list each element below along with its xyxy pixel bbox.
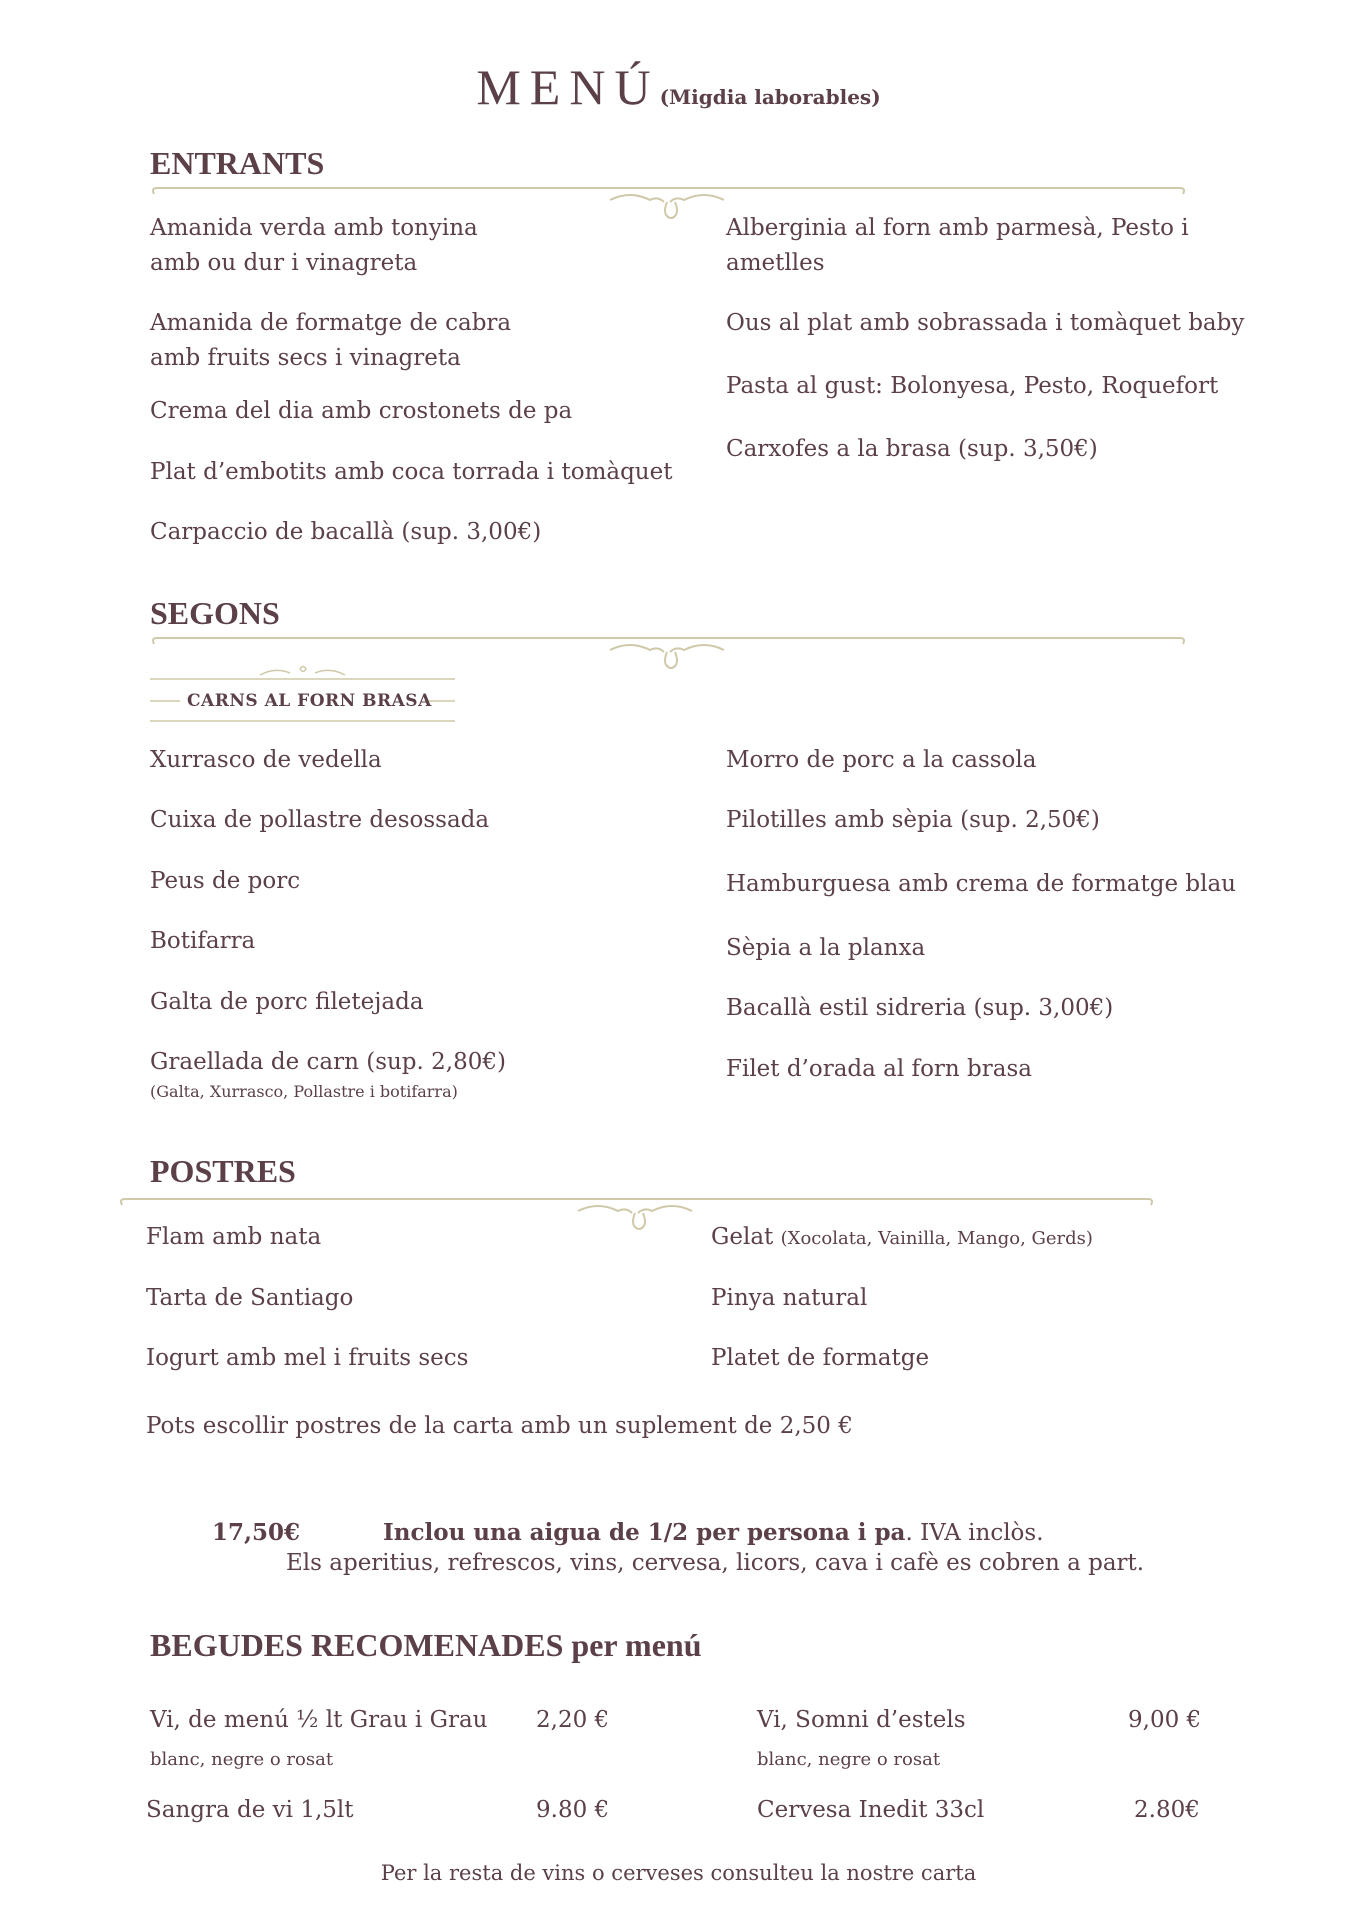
list-item: Cuixa de pollastre desossada <box>150 807 490 833</box>
list-item: Botifarra <box>150 928 256 954</box>
price-extras: Els aperitius, refrescos, vins, cervesa, licors, cava i cafè es cobren a part. <box>286 1550 1145 1576</box>
list-item: Gelat (Xocolata, Vainilla, Mango, Gerds) <box>711 1224 1093 1250</box>
drink-name: Sangra de vi 1,5lt <box>146 1797 354 1823</box>
drink-price: 9.80 € <box>536 1797 610 1823</box>
list-item: Galta de porc filetejada <box>150 989 424 1015</box>
list-item: Flam amb nata <box>146 1224 322 1250</box>
item-note: (Galta, Xurrasco, Pollastre i botifarra) <box>150 1082 458 1101</box>
list-item: Morro de porc a la cassola <box>726 747 1037 773</box>
title-subtitle: (Migdia laborables) <box>659 85 881 109</box>
list-item: Bacallà estil sidreria (sup. 3,00€) <box>726 995 1114 1021</box>
subheading-carns: CARNS AL FORN BRASA <box>187 691 432 711</box>
begudes-footer: Per la resta de vins o cerveses consulteu la nostre carta <box>380 1861 977 1885</box>
page-title <box>0 58 1357 116</box>
list-item: Pilotilles amb sèpia (sup. 2,50€) <box>726 807 1100 833</box>
list-item: Xurrasco de vedella <box>150 747 382 773</box>
list-item: Ous al plat amb sobrassada i tomàquet baby <box>726 310 1245 336</box>
drink-name: Vi, de menú ½ lt Grau i Grau <box>150 1707 488 1733</box>
list-item: Alberginia al forn amb parmesà, Pesto i ametlles <box>726 215 1189 276</box>
section-heading-entrants: ENTRANTS <box>150 145 325 181</box>
drink-note: blanc, negre o rosat <box>150 1749 334 1770</box>
list-item: Iogurt amb mel i fruits secs <box>146 1345 469 1371</box>
section-heading-postres: POSTRES <box>150 1153 296 1189</box>
list-item: Filet d’orada al forn brasa <box>726 1056 1032 1082</box>
list-item: Tarta de Santiago <box>146 1285 354 1311</box>
drink-price: 2.80€ <box>1134 1797 1200 1823</box>
list-item: Carxofes a la brasa (sup. 3,50€) <box>726 436 1098 462</box>
list-item: Platet de formatge <box>711 1345 930 1371</box>
list-item: Sèpia a la planxa <box>726 935 926 961</box>
section-heading-begudes: BEGUDES RECOMENADES per menú <box>150 1627 702 1663</box>
list-item: Carpaccio de bacallà (sup. 3,00€) <box>150 519 542 545</box>
list-item: Hamburguesa amb crema de formatge blau <box>726 871 1236 897</box>
list-item: Plat d’embotits amb coca torrada i tomàquet <box>150 459 673 485</box>
title-main: MENÚ <box>476 59 660 115</box>
drink-name: Vi, Somni d’estels <box>757 1707 966 1733</box>
drink-name: Cervesa Inedit 33cl <box>757 1797 985 1823</box>
list-item: Graellada de carn (sup. 2,80€) <box>150 1049 506 1075</box>
list-item: Amanida verda amb tonyina amb ou dur i vinagreta <box>150 215 478 276</box>
drink-price: 9,00 € <box>1128 1707 1202 1733</box>
list-item: Pinya natural <box>711 1285 868 1311</box>
list-item: Crema del dia amb crostonets de pa <box>150 398 573 424</box>
drink-price: 2,20 € <box>536 1707 610 1733</box>
postres-footnote: Pots escollir postres de la carta amb un suplement de 2,50 € <box>146 1413 853 1439</box>
menu-price: 17,50€ <box>212 1519 301 1546</box>
drink-note: blanc, negre o rosat <box>757 1749 941 1770</box>
price-includes: Inclou una aigua de 1/2 per persona i pa. IVA inclòs. <box>383 1519 1044 1546</box>
list-item: Peus de porc <box>150 868 301 894</box>
list-item: Pasta al gust: Bolonyesa, Pesto, Roquefort <box>726 373 1219 399</box>
list-item: Amanida de formatge de cabra amb fruits secs i vinagreta <box>150 310 512 371</box>
section-heading-segons: SEGONS <box>150 595 280 631</box>
